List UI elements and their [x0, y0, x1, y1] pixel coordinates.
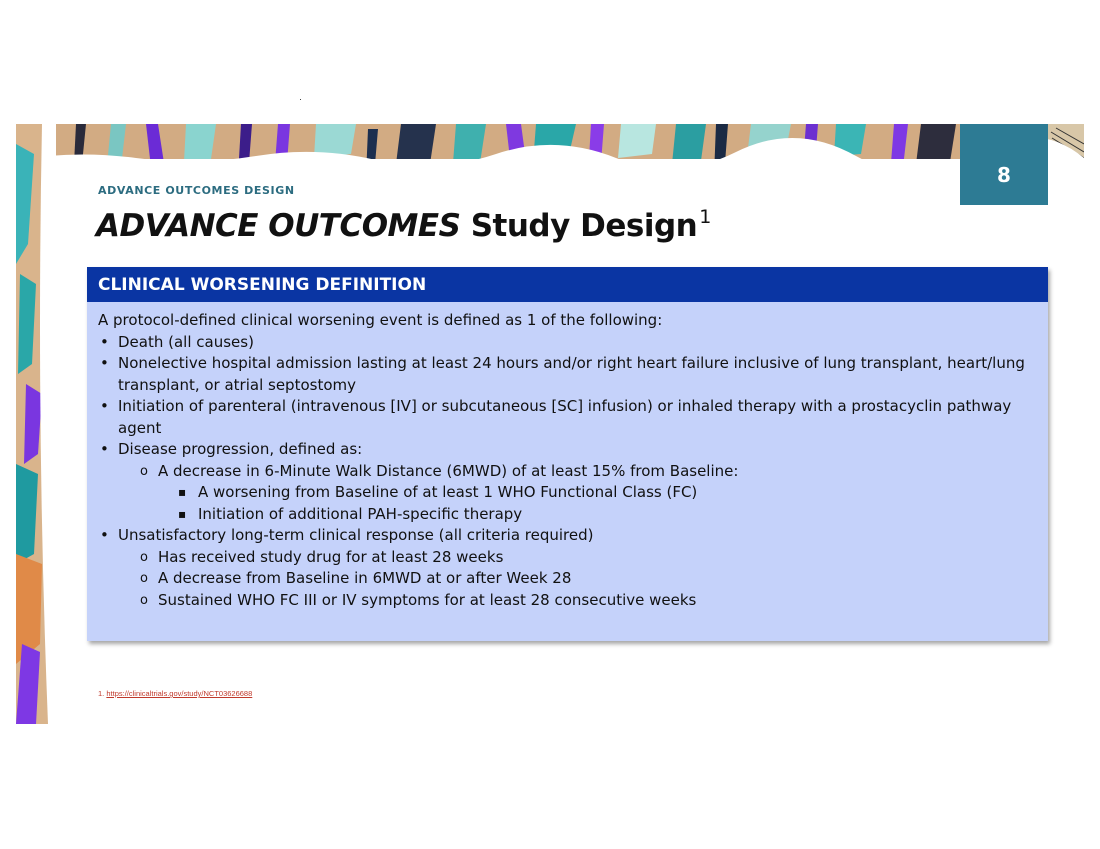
list-item: • Unsatisfactory long-term clinical response (all criteria required): [98, 525, 1048, 547]
definition-box: [87, 267, 1048, 641]
list-item: • Initiation of parenteral (intravenous [IV] or subcutaneous [SC] infusion) or inhaled therapy with a prostacyclin pathway agent: [98, 396, 1048, 439]
page-title: [96, 206, 711, 244]
page-number: 8: [997, 163, 1011, 187]
list-item: ▪ Initiation of additional PAH-specific therapy: [98, 504, 1048, 526]
footnote: [98, 689, 252, 698]
list-item: • Nonelective hospital admission lasting at least 24 hours and/or right heart failure inclusive of lung transplant, heart/lung transplant, or atrial septostomy: [98, 353, 1048, 396]
decorative-art-sidebar: [16, 124, 56, 724]
title-rest: Study Design: [460, 208, 698, 244]
footnote-number: 1.: [98, 689, 105, 698]
definition-box-body: [87, 302, 1048, 611]
list-item: • Disease progression, defined as:: [98, 439, 1048, 461]
criteria-list: [98, 332, 1048, 612]
list-item: • Death (all causes): [98, 332, 1048, 354]
page-number-badge: [960, 124, 1048, 205]
footnote-link[interactable]: https://clinicaltrials.gov/study/NCT03626688: [106, 689, 253, 698]
title-footnote-marker: 1: [699, 206, 711, 228]
section-label: ADVANCE OUTCOMES DESIGN: [98, 184, 295, 197]
list-item: ▪ A worsening from Baseline of at least 1 WHO Functional Class (FC): [98, 482, 1048, 504]
list-item: o Has received study drug for at least 28 weeks: [98, 547, 1048, 569]
stray-dot: [300, 99, 301, 100]
title-italic: ADVANCE OUTCOMES: [96, 208, 461, 244]
definition-box-header: CLINICAL WORSENING DEFINITION: [87, 267, 1048, 302]
slide: [16, 124, 1084, 724]
list-item: o A decrease in 6-Minute Walk Distance (6MWD) of at least 15% from Baseline:: [98, 461, 1048, 483]
list-item: o Sustained WHO FC III or IV symptoms for at least 28 consecutive weeks: [98, 590, 1048, 612]
definition-intro: A protocol-defined clinical worsening event is defined as 1 of the following:: [98, 311, 663, 329]
list-item: o A decrease from Baseline in 6MWD at or after Week 28: [98, 568, 1048, 590]
